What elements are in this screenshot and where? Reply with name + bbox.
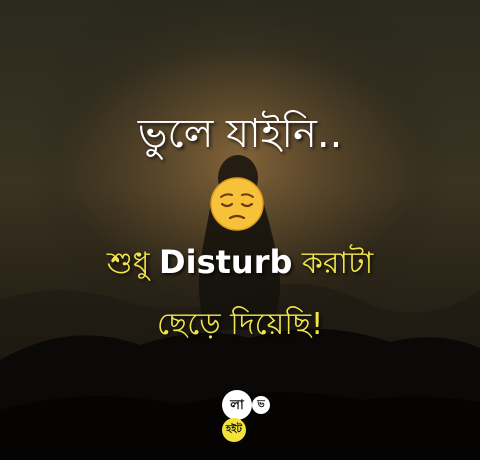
- logo-circle-3: হইট: [222, 418, 246, 442]
- quote-line-2: [0, 242, 480, 284]
- emoji-face: [211, 178, 263, 230]
- quote-line-2-prefix: শুধু: [106, 246, 160, 281]
- logo-circle-1: লা: [222, 390, 252, 420]
- quote-line-2-suffix: করাটা: [292, 246, 374, 281]
- quote-highlight-word: Disturb: [159, 243, 293, 281]
- quote-line-3: ছেড়ে দিয়েছি!: [156, 307, 324, 342]
- watermark-logo: [222, 388, 282, 446]
- quote-line-1: ভুলে যাইনি..: [137, 111, 343, 157]
- pensive-face-emoji: [209, 176, 265, 232]
- logo-circle-2: ভ: [252, 396, 270, 414]
